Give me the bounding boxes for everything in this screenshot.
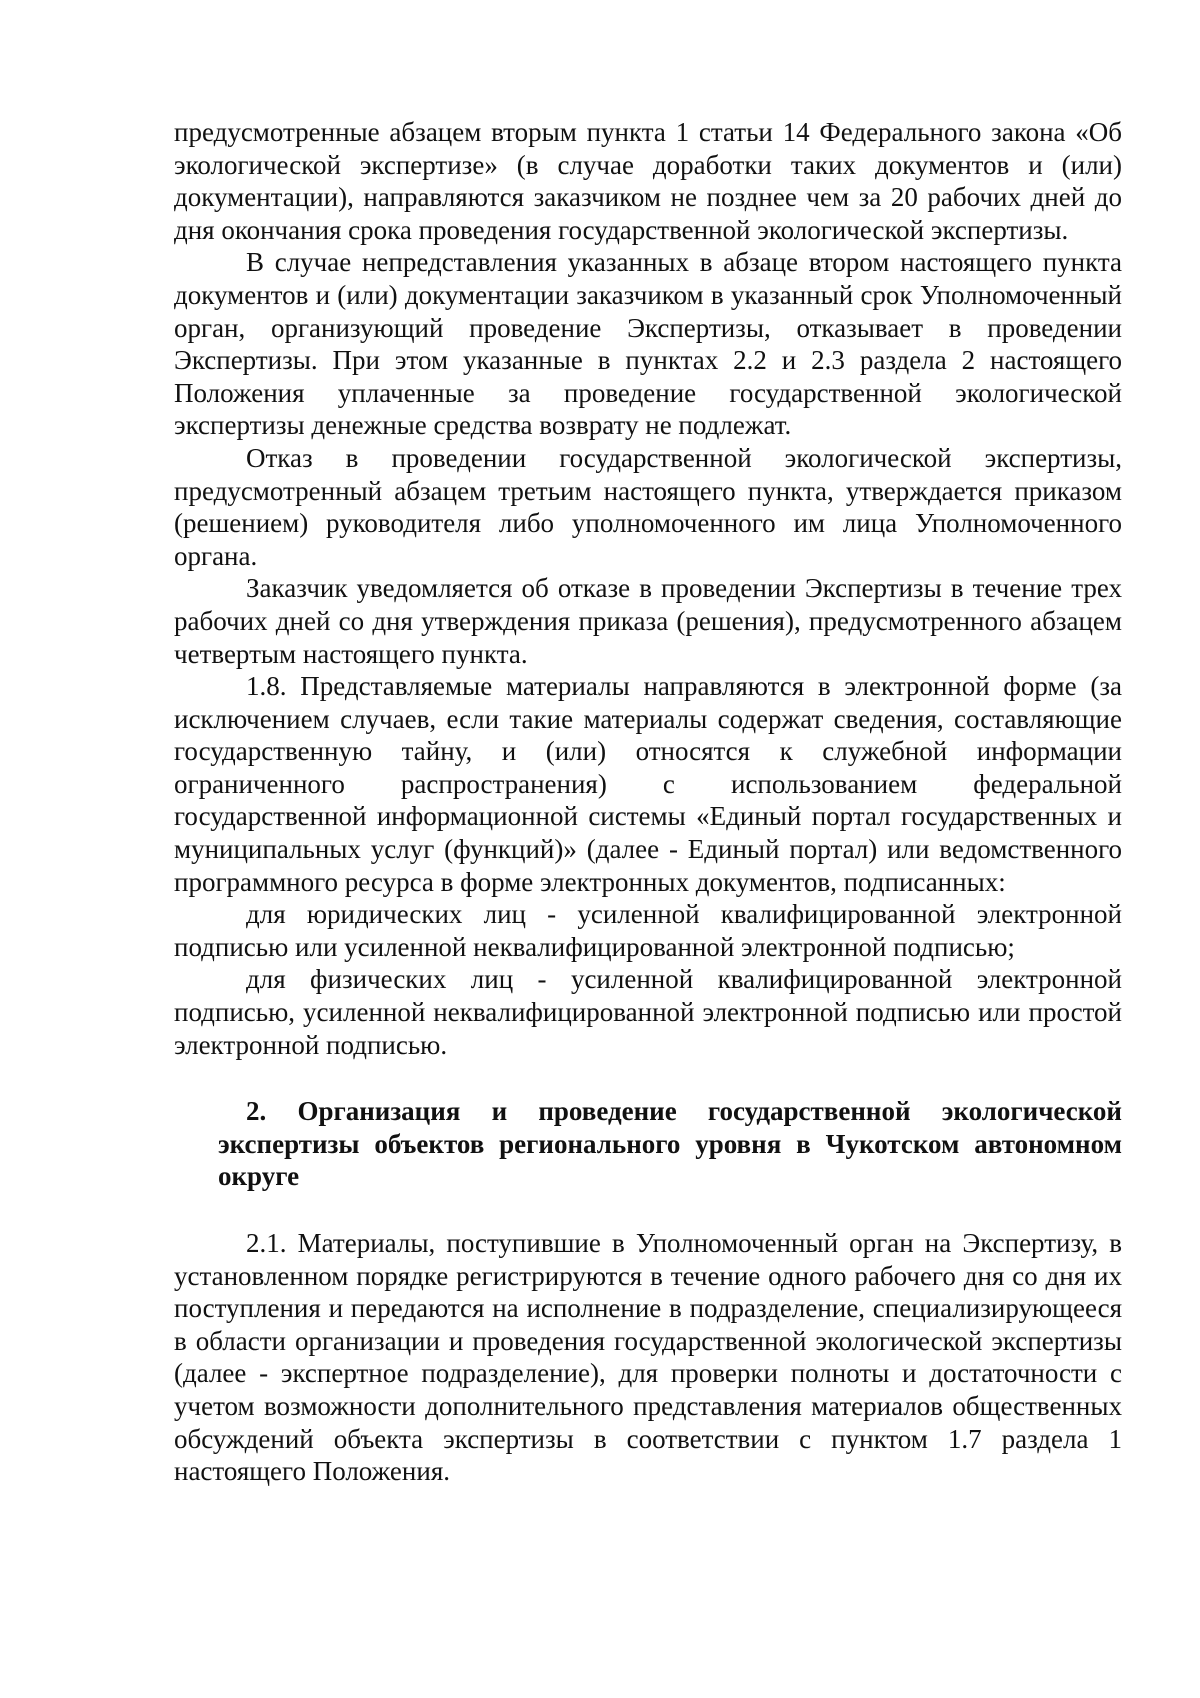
paragraph-individuals-signature: для физических лиц - усиленной квалифицированной электронной подписью, усиленной неквалифицированной электронной подписью или простой электронной подписью.	[174, 964, 1122, 1060]
paragraph-legal-entities-signature: для юридических лиц - усиленной квалифицированной электронной подписью или усиленной неквалифицированной электронной подписью;	[174, 899, 1122, 962]
paragraph-2-1-materials-registration: 2.1. Материалы, поступившие в Уполномоченный орган на Экспертизу, в установленном порядке регистрируются в течение одного рабочего дня со дня их поступления и передаются на исполнение в подразделение, специализирующееся в области организации и проведения государственной экологической экспертизы (далее - экспертное подразделение), для проверки полноты и достаточности с учетом возможности дополнительного представления материалов общественных обсуждений объекта экспертизы в соответствии с пунктом 1.7 раздела 1 настоящего Положения.	[174, 1228, 1122, 1487]
paragraph-refusal-approval: Отказ в проведении государственной экологической экспертизы, предусмотренный абзацем третьим настоящего пункта, утверждается приказом (решением) руководителя либо уполномоченного им лица Уполномоченного органа.	[174, 442, 1122, 571]
paragraph-refusal-conditions: В случае непредставления указанных в абзаце втором настоящего пункта документов и (или) документации заказчиком в указанный срок Уполномоченный орган, организующий проведение Экспертизы, отказывает в проведении Экспертизы. При этом указанные в пунктах 2.2 и 2.3 раздела 2 настоящего Положения уплаченные за проведение государственной экологической экспертизы денежные средства возврату не подлежат.	[174, 247, 1122, 441]
section-heading-text: 2. Организация и проведение государственной экологической экспертизы объектов регионального уровня в Чукотском автономном округе	[218, 1096, 1122, 1192]
paragraph-customer-notification: Заказчик уведомляется об отказе в проведении Экспертизы в течение трех рабочих дней со дня утверждения приказа (решения), предусмотренного абзацем четвертым настоящего пункта.	[174, 573, 1122, 669]
document-body	[174, 116, 1122, 1488]
paragraph-1-8-electronic-form: 1.8. Представляемые материалы направляются в электронной форме (за исключением случаев, если такие материалы содержат сведения, составляющие государственную тайну, и (или) относятся к служебной информации ограниченного распространения) с использованием федеральной государственной информационной системы «Единый портал государственных и муниципальных услуг (функций)» (далее - Единый портал) или ведомственного программного ресурса в форме электронных документов, подписанных:	[174, 671, 1122, 897]
section-heading	[174, 1095, 1122, 1193]
paragraph-continuation: предусмотренные абзацем вторым пункта 1 статьи 14 Федерального закона «Об экологической экспертизе» (в случае доработки таких документов и (или) документации), направляются заказчиком не позднее чем за 20 рабочих дней до дня окончания срока проведения государственной экологической экспертизы.	[174, 117, 1122, 245]
